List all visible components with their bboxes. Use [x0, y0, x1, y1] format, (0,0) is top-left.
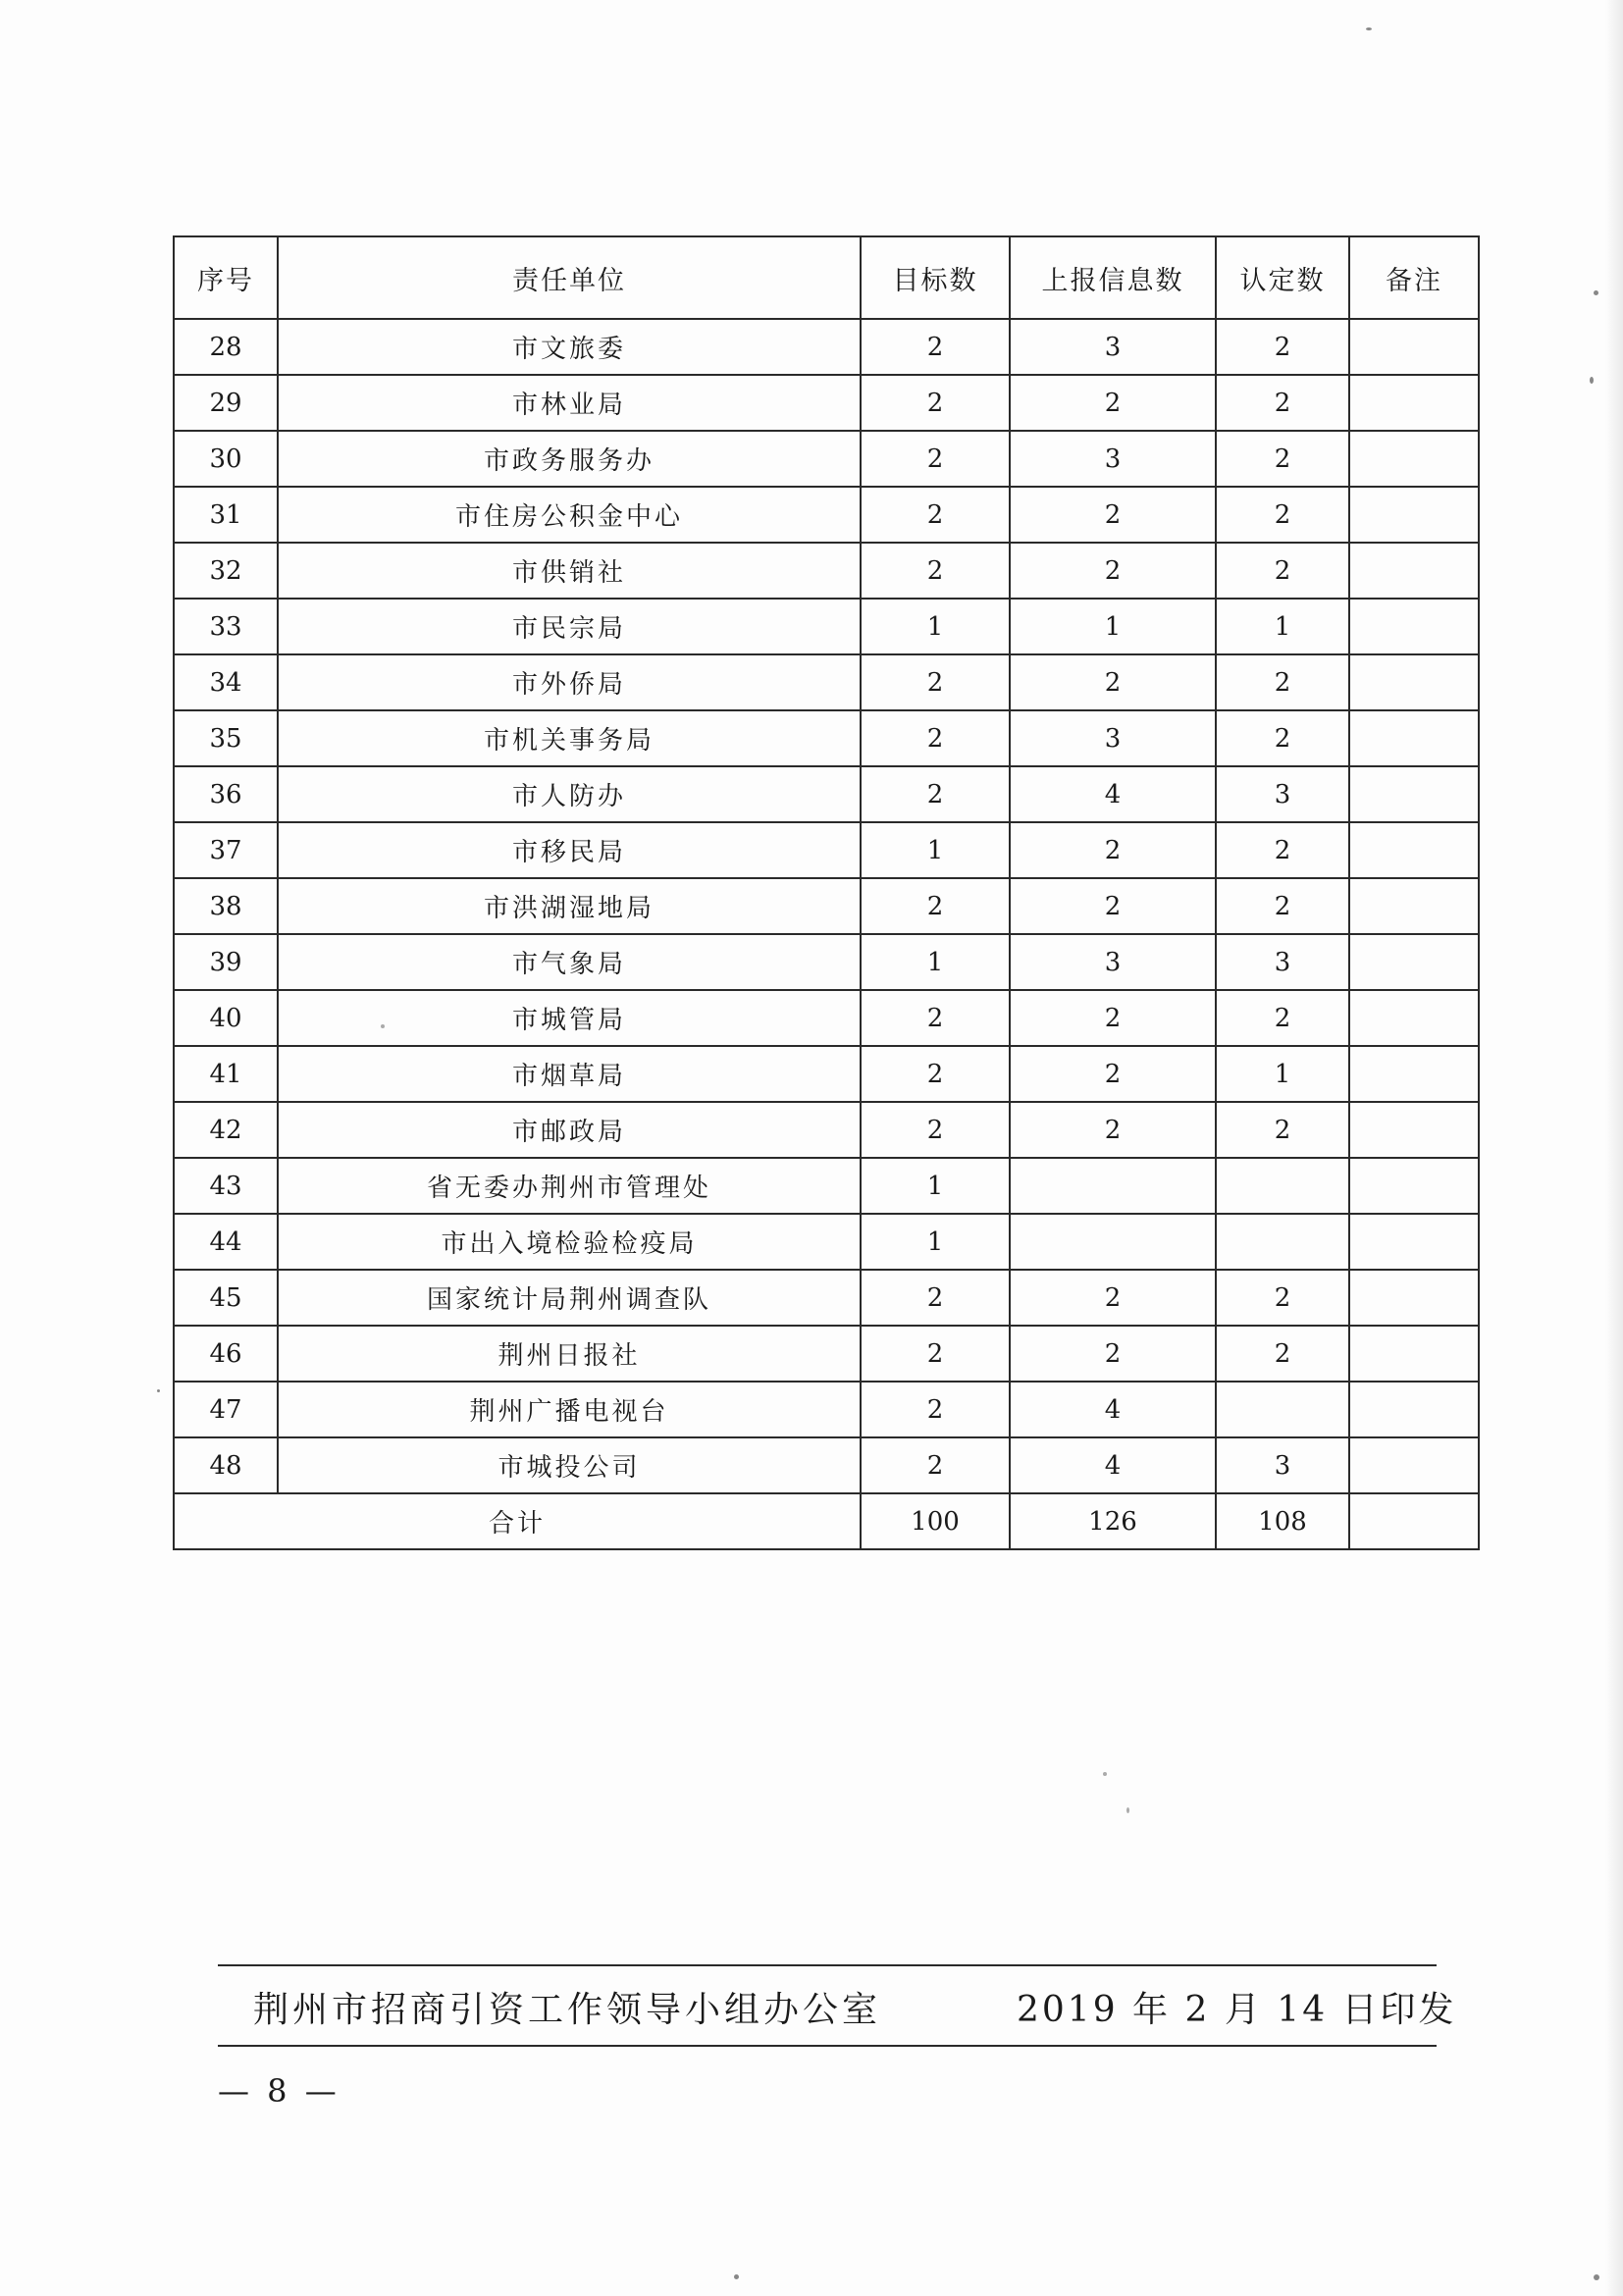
- row-unit-cell: 省无委办荆州市管理处: [278, 1158, 861, 1214]
- row-target-cell: 2: [861, 1326, 1010, 1382]
- header-unit: 责任单位: [278, 236, 861, 319]
- row-index-cell: 37: [174, 822, 278, 878]
- row-unit-cell: 市供销社: [278, 543, 861, 599]
- row-unit-cell: 市气象局: [278, 934, 861, 990]
- row-index-cell: 33: [174, 599, 278, 654]
- scan-speck: [1103, 1772, 1107, 1776]
- table-row: [174, 1102, 1479, 1158]
- row-unit-cell: 荆州日报社: [278, 1326, 861, 1382]
- row-remark-cell: [1349, 1270, 1479, 1326]
- table-row: [174, 543, 1479, 599]
- row-target-cell: 2: [861, 1437, 1010, 1493]
- row-remark-cell: [1349, 654, 1479, 710]
- row-index-cell: 45: [174, 1270, 278, 1326]
- row-confirmed-cell: 2: [1216, 487, 1349, 543]
- row-reported-cell: 2: [1010, 822, 1216, 878]
- row-reported-cell: 2: [1010, 1046, 1216, 1102]
- table-row: [174, 599, 1479, 654]
- row-index-cell: 30: [174, 431, 278, 487]
- row-index-cell: 35: [174, 710, 278, 766]
- row-index-cell: 31: [174, 487, 278, 543]
- table-row: [174, 487, 1479, 543]
- scan-speck: [1590, 377, 1594, 384]
- row-remark-cell: [1349, 431, 1479, 487]
- table-row: [174, 766, 1479, 822]
- table-row: [174, 822, 1479, 878]
- footer-rule-top: [218, 1964, 1437, 1966]
- row-remark-cell: [1349, 990, 1479, 1046]
- row-index-cell: 38: [174, 878, 278, 934]
- row-unit-cell: 市住房公积金中心: [278, 487, 861, 543]
- table-row: [174, 1214, 1479, 1270]
- row-unit-cell: 市外侨局: [278, 654, 861, 710]
- row-remark-cell: [1349, 766, 1479, 822]
- row-reported-cell: 2: [1010, 990, 1216, 1046]
- row-index-cell: 46: [174, 1326, 278, 1382]
- row-remark-cell: [1349, 1214, 1479, 1270]
- row-target-cell: 1: [861, 822, 1010, 878]
- table-row: [174, 1270, 1479, 1326]
- row-remark-cell: [1349, 375, 1479, 431]
- row-unit-cell: 市烟草局: [278, 1046, 861, 1102]
- row-target-cell: 2: [861, 1270, 1010, 1326]
- scan-edge-shadow: [1605, 0, 1623, 2296]
- row-confirmed-cell: [1216, 1382, 1349, 1437]
- total-target: 100: [861, 1493, 1010, 1549]
- row-reported-cell: 2: [1010, 375, 1216, 431]
- row-reported-cell: 2: [1010, 487, 1216, 543]
- row-index-cell: 32: [174, 543, 278, 599]
- row-reported-cell: 4: [1010, 1437, 1216, 1493]
- row-unit-cell: 市文旅委: [278, 319, 861, 375]
- row-confirmed-cell: 1: [1216, 599, 1349, 654]
- table-row: [174, 1046, 1479, 1102]
- row-target-cell: 1: [861, 934, 1010, 990]
- row-reported-cell: 2: [1010, 878, 1216, 934]
- scan-speck: [1594, 290, 1598, 295]
- row-remark-cell: [1349, 822, 1479, 878]
- row-reported-cell: 2: [1010, 1326, 1216, 1382]
- row-target-cell: 2: [861, 990, 1010, 1046]
- table-row: [174, 319, 1479, 375]
- row-target-cell: 2: [861, 1382, 1010, 1437]
- row-confirmed-cell: 2: [1216, 710, 1349, 766]
- row-unit-cell: 市洪湖湿地局: [278, 878, 861, 934]
- row-unit-cell: 市人防办: [278, 766, 861, 822]
- total-row: [174, 1493, 1479, 1549]
- row-target-cell: 2: [861, 1102, 1010, 1158]
- row-remark-cell: [1349, 487, 1479, 543]
- row-confirmed-cell: [1216, 1158, 1349, 1214]
- row-target-cell: 2: [861, 375, 1010, 431]
- row-confirmed-cell: 2: [1216, 1326, 1349, 1382]
- table-row: [174, 431, 1479, 487]
- total-label: 合计: [174, 1493, 861, 1549]
- row-reported-cell: 3: [1010, 934, 1216, 990]
- row-unit-cell: 国家统计局荆州调查队: [278, 1270, 861, 1326]
- table-row: [174, 375, 1479, 431]
- row-confirmed-cell: 3: [1216, 934, 1349, 990]
- table-row: [174, 990, 1479, 1046]
- row-reported-cell: 2: [1010, 1270, 1216, 1326]
- row-reported-cell: 3: [1010, 431, 1216, 487]
- row-target-cell: 2: [861, 766, 1010, 822]
- table-body: [174, 319, 1479, 1493]
- table-header-row: [174, 236, 1479, 319]
- row-remark-cell: [1349, 934, 1479, 990]
- row-confirmed-cell: 1: [1216, 1046, 1349, 1102]
- row-reported-cell: 4: [1010, 1382, 1216, 1437]
- row-reported-cell: [1010, 1214, 1216, 1270]
- row-confirmed-cell: 2: [1216, 431, 1349, 487]
- row-confirmed-cell: 2: [1216, 319, 1349, 375]
- row-index-cell: 40: [174, 990, 278, 1046]
- footer-rule-bottom: [218, 2045, 1437, 2047]
- row-reported-cell: [1010, 1158, 1216, 1214]
- row-remark-cell: [1349, 1437, 1479, 1493]
- row-unit-cell: 市移民局: [278, 822, 861, 878]
- row-reported-cell: 3: [1010, 710, 1216, 766]
- row-reported-cell: 4: [1010, 766, 1216, 822]
- row-unit-cell: 荆州广播电视台: [278, 1382, 861, 1437]
- row-remark-cell: [1349, 878, 1479, 934]
- row-target-cell: 2: [861, 654, 1010, 710]
- scan-speck: [1366, 27, 1372, 30]
- table-row: [174, 1326, 1479, 1382]
- row-remark-cell: [1349, 710, 1479, 766]
- statistics-table: [173, 235, 1480, 1550]
- row-target-cell: 2: [861, 487, 1010, 543]
- row-index-cell: 43: [174, 1158, 278, 1214]
- header-remark: 备注: [1349, 236, 1479, 319]
- row-index-cell: 39: [174, 934, 278, 990]
- row-confirmed-cell: 2: [1216, 543, 1349, 599]
- table-row: [174, 710, 1479, 766]
- row-remark-cell: [1349, 319, 1479, 375]
- row-target-cell: 2: [861, 710, 1010, 766]
- row-target-cell: 2: [861, 1046, 1010, 1102]
- scan-speck: [381, 1024, 385, 1028]
- row-reported-cell: 2: [1010, 543, 1216, 599]
- row-remark-cell: [1349, 1326, 1479, 1382]
- row-confirmed-cell: 2: [1216, 1102, 1349, 1158]
- header-reported: 上报信息数: [1010, 236, 1216, 319]
- total-remark: [1349, 1493, 1479, 1549]
- scan-speck: [734, 2274, 739, 2279]
- row-confirmed-cell: 2: [1216, 654, 1349, 710]
- scan-speck: [157, 1389, 160, 1392]
- row-confirmed-cell: 2: [1216, 1270, 1349, 1326]
- row-target-cell: 1: [861, 1158, 1010, 1214]
- row-reported-cell: 2: [1010, 654, 1216, 710]
- row-index-cell: 48: [174, 1437, 278, 1493]
- row-index-cell: 41: [174, 1046, 278, 1102]
- row-unit-cell: 市邮政局: [278, 1102, 861, 1158]
- scan-speck: [1594, 2274, 1599, 2280]
- row-unit-cell: 市城管局: [278, 990, 861, 1046]
- scan-speck: [1126, 1807, 1129, 1813]
- row-target-cell: 2: [861, 319, 1010, 375]
- issuer-name: 荆州市招商引资工作领导小组办公室: [253, 1990, 882, 2030]
- header-confirmed: 认定数: [1216, 236, 1349, 319]
- header-index: 序号: [174, 236, 278, 319]
- row-unit-cell: 市政务服务办: [278, 431, 861, 487]
- row-confirmed-cell: 2: [1216, 822, 1349, 878]
- table-row: [174, 1382, 1479, 1437]
- row-index-cell: 47: [174, 1382, 278, 1437]
- row-unit-cell: 市出入境检验检疫局: [278, 1214, 861, 1270]
- row-index-cell: 36: [174, 766, 278, 822]
- row-target-cell: 1: [861, 599, 1010, 654]
- row-target-cell: 2: [861, 878, 1010, 934]
- row-index-cell: 28: [174, 319, 278, 375]
- row-target-cell: 2: [861, 543, 1010, 599]
- row-confirmed-cell: [1216, 1214, 1349, 1270]
- row-remark-cell: [1349, 1046, 1479, 1102]
- row-confirmed-cell: 2: [1216, 990, 1349, 1046]
- table-row: [174, 654, 1479, 710]
- page-number: — 8 —: [218, 2072, 340, 2110]
- table-row: [174, 878, 1479, 934]
- row-index-cell: 34: [174, 654, 278, 710]
- row-confirmed-cell: 2: [1216, 878, 1349, 934]
- row-target-cell: 2: [861, 431, 1010, 487]
- total-confirmed: 108: [1216, 1493, 1349, 1549]
- row-remark-cell: [1349, 1102, 1479, 1158]
- table-row: [174, 934, 1479, 990]
- row-index-cell: 29: [174, 375, 278, 431]
- row-unit-cell: 市机关事务局: [278, 710, 861, 766]
- row-confirmed-cell: 2: [1216, 375, 1349, 431]
- table-row: [174, 1158, 1479, 1214]
- row-reported-cell: 3: [1010, 319, 1216, 375]
- row-unit-cell: 市林业局: [278, 375, 861, 431]
- row-unit-cell: 市城投公司: [278, 1437, 861, 1493]
- table-row: [174, 1437, 1479, 1493]
- row-reported-cell: 1: [1010, 599, 1216, 654]
- row-remark-cell: [1349, 1382, 1479, 1437]
- row-reported-cell: 2: [1010, 1102, 1216, 1158]
- row-index-cell: 42: [174, 1102, 278, 1158]
- total-reported: 126: [1010, 1493, 1216, 1549]
- issue-date: 2019 年 2 月 14 日印发: [1017, 1990, 1457, 2030]
- row-remark-cell: [1349, 599, 1479, 654]
- row-confirmed-cell: 3: [1216, 766, 1349, 822]
- row-confirmed-cell: 3: [1216, 1437, 1349, 1493]
- row-target-cell: 1: [861, 1214, 1010, 1270]
- row-remark-cell: [1349, 543, 1479, 599]
- row-index-cell: 44: [174, 1214, 278, 1270]
- header-target: 目标数: [861, 236, 1010, 319]
- row-remark-cell: [1349, 1158, 1479, 1214]
- row-unit-cell: 市民宗局: [278, 599, 861, 654]
